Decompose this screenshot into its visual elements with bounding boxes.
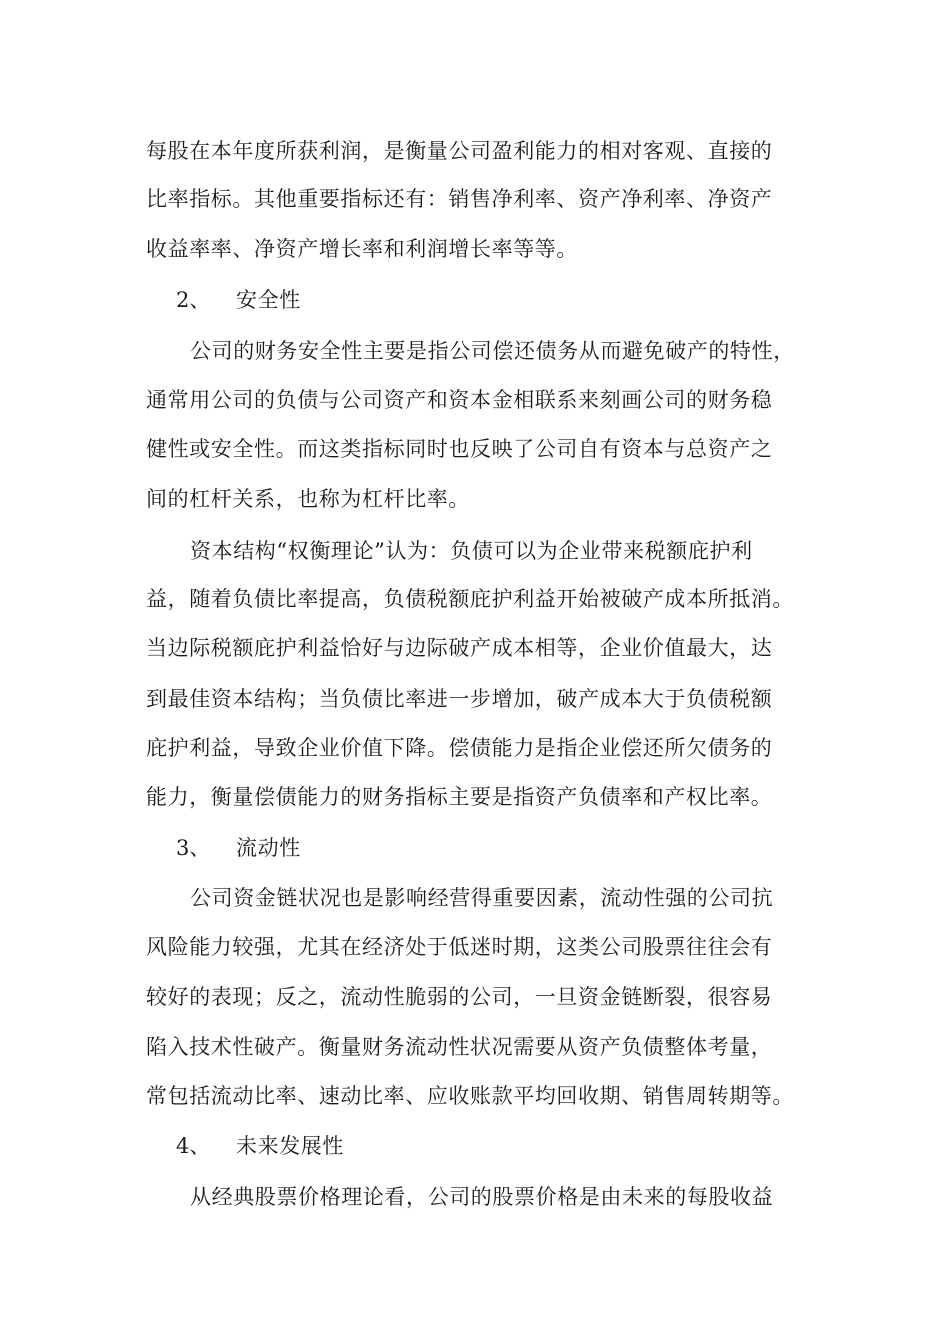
paragraph-5-line-1: 从经典股票价格理论看，公司的股票价格是由未来的每股收益 [190, 1185, 774, 1209]
paragraph-1-line-3: 收益率率、净资产增长率和利润增长率等等。 [146, 237, 578, 261]
paragraph-3-line-2: 益，随着负债比率提高，负债税额庇护利益开始被破产成本所抵消。 [146, 587, 794, 611]
paragraph-3-line-4: 到最佳资本结构；当负债比率进一步增加，破产成本大于负债税额 [146, 687, 773, 711]
paragraph-1-line-1: 每股在本年度所获利润，是衡量公司盈利能力的相对客观、直接的 [146, 139, 773, 163]
paragraph-4-line-3: 较好的表现；反之，流动性脆弱的公司，一旦资金链断裂，很容易 [146, 985, 773, 1009]
paragraph-4-line-2: 风险能力较强，尤其在经济处于低迷时期，这类公司股票往往会有 [146, 935, 773, 959]
section-2-title: 安全性 [236, 288, 301, 312]
paragraph-3-line-3: 当边际税额庇护利益恰好与边际破产成本相等，企业价值最大，达 [146, 636, 773, 660]
section-2-number: 2、 [176, 288, 211, 312]
paragraph-3-line-6: 能力，衡量偿债能力的财务指标主要是指资产负债率和产权比率。 [146, 785, 773, 809]
paragraph-2-line-1: 公司的财务安全性主要是指公司偿还债务从而避免破产的特性， [190, 339, 795, 363]
section-3-number: 3、 [176, 836, 211, 860]
paragraph-4-line-4: 陷入技术性破产。衡量财务流动性状况需要从资产负债整体考量， [146, 1035, 773, 1059]
paragraph-4-line-1: 公司资金链状况也是影响经营得重要因素，流动性强的公司抗 [190, 886, 774, 910]
paragraph-2-line-4: 间的杠杆关系，也称为杠杆比率。 [146, 487, 470, 511]
paragraph-3-line-1: 资本结构“权衡理论”认为：负债可以为企业带来税额庇护利 [190, 539, 753, 563]
paragraph-2-line-2: 通常用公司的负债与公司资产和资本金相联系来刻画公司的财务稳 [146, 388, 773, 412]
paragraph-4-line-5: 常包括流动比率、速动比率、应收账款平均回收期、销售周转期等。 [146, 1084, 794, 1108]
paragraph-2-line-3: 健性或安全性。而这类指标同时也反映了公司自有资本与总资产之 [146, 437, 773, 461]
paragraph-1-line-2: 比率指标。其他重要指标还有：销售净利率、资产净利率、净资产 [146, 187, 773, 211]
paragraph-3-line-5: 庇护利益，导致企业价值下降。偿债能力是指企业偿还所欠债务的 [146, 736, 773, 760]
section-4-title: 未来发展性 [236, 1134, 344, 1158]
section-4-number: 4、 [176, 1134, 211, 1158]
section-3-title: 流动性 [236, 836, 301, 860]
